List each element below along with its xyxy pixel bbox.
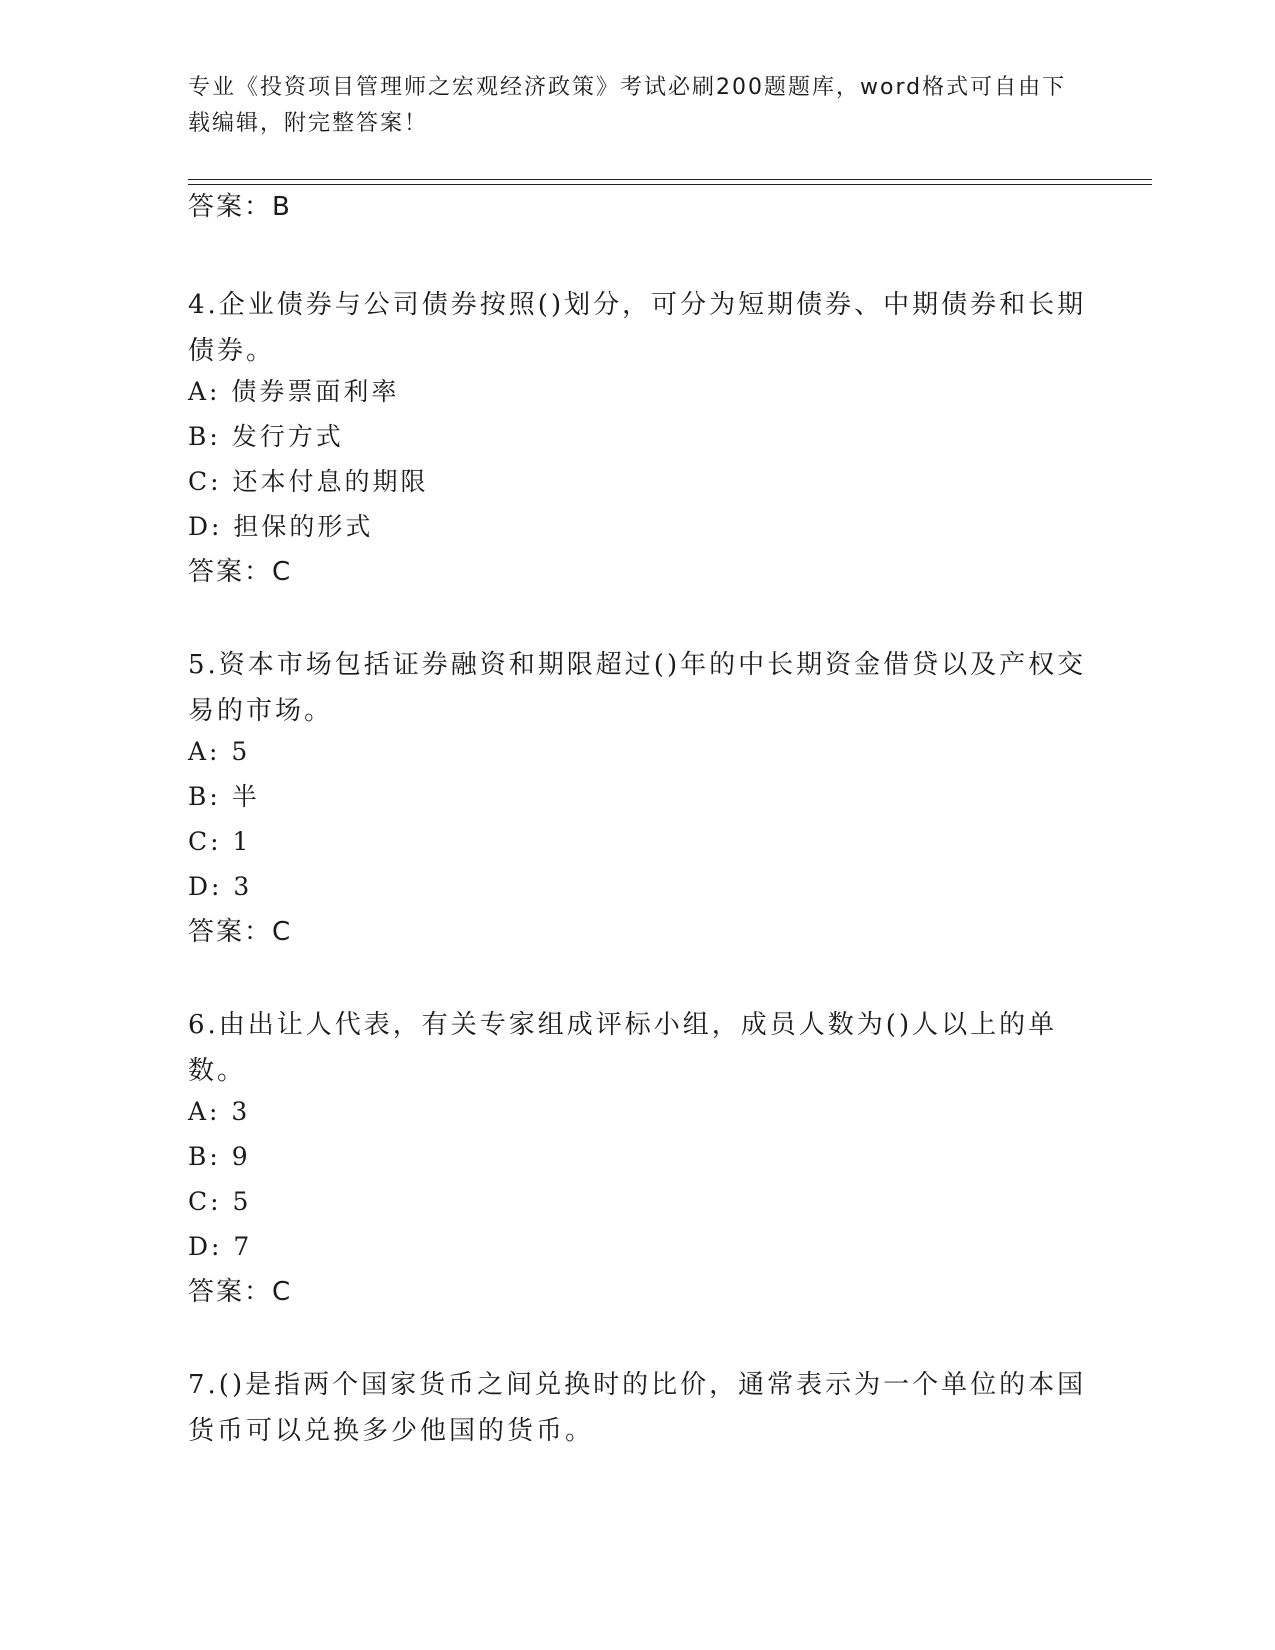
- question-5-option-a: A: 5: [188, 737, 251, 766]
- question-5-stem: 5.资本市场包括证券融资和期限超过()年的中长期资金借贷以及产权交易的市场。: [188, 650, 1087, 726]
- question-4-answer: 答案：C: [188, 557, 293, 587]
- question-4-stem: 4.企业债券与公司债券按照()划分，可分为短期债券、中期债券和长期债券。: [188, 290, 1087, 366]
- question-7-stem: 7.()是指两个国家货币之间兑换时的比价，通常表示为一个单位的本国货币可以兑换多少他国的货币。: [188, 1370, 1087, 1446]
- question-6-stem: 6.由出让人代表，有关专家组成评标小组，成员人数为()人以上的单数。: [188, 1010, 1058, 1086]
- question-4-option-d: D: 担保的形式: [188, 512, 374, 541]
- question-5-option-c: C: 1: [188, 827, 252, 856]
- document-header: 专业《投资项目管理师之宏观经济政策》考试必刷200题题库，word格式可自由下载编辑，附完整答案！: [188, 75, 1067, 136]
- question-5-option-b: B: 半: [188, 782, 260, 811]
- question-5-answer: 答案：C: [188, 917, 293, 947]
- question-6-answer: 答案：C: [188, 1277, 293, 1307]
- answer-q3: 答案：B: [188, 192, 292, 222]
- question-4-option-c: C: 还本付息的期限: [188, 467, 429, 496]
- question-4-option-a: A: 债券票面利率: [188, 377, 400, 406]
- header-divider: [188, 179, 1152, 180]
- question-5-option-d: D: 3: [188, 872, 253, 901]
- question-6-option-d: D: 7: [188, 1232, 253, 1261]
- question-6-option-c: C: 5: [188, 1187, 252, 1216]
- header-divider-second: [188, 184, 1152, 185]
- question-4-option-b: B: 发行方式: [188, 422, 344, 451]
- question-6-option-a: A: 3: [188, 1097, 251, 1126]
- question-6-option-b: B: 9: [188, 1142, 251, 1171]
